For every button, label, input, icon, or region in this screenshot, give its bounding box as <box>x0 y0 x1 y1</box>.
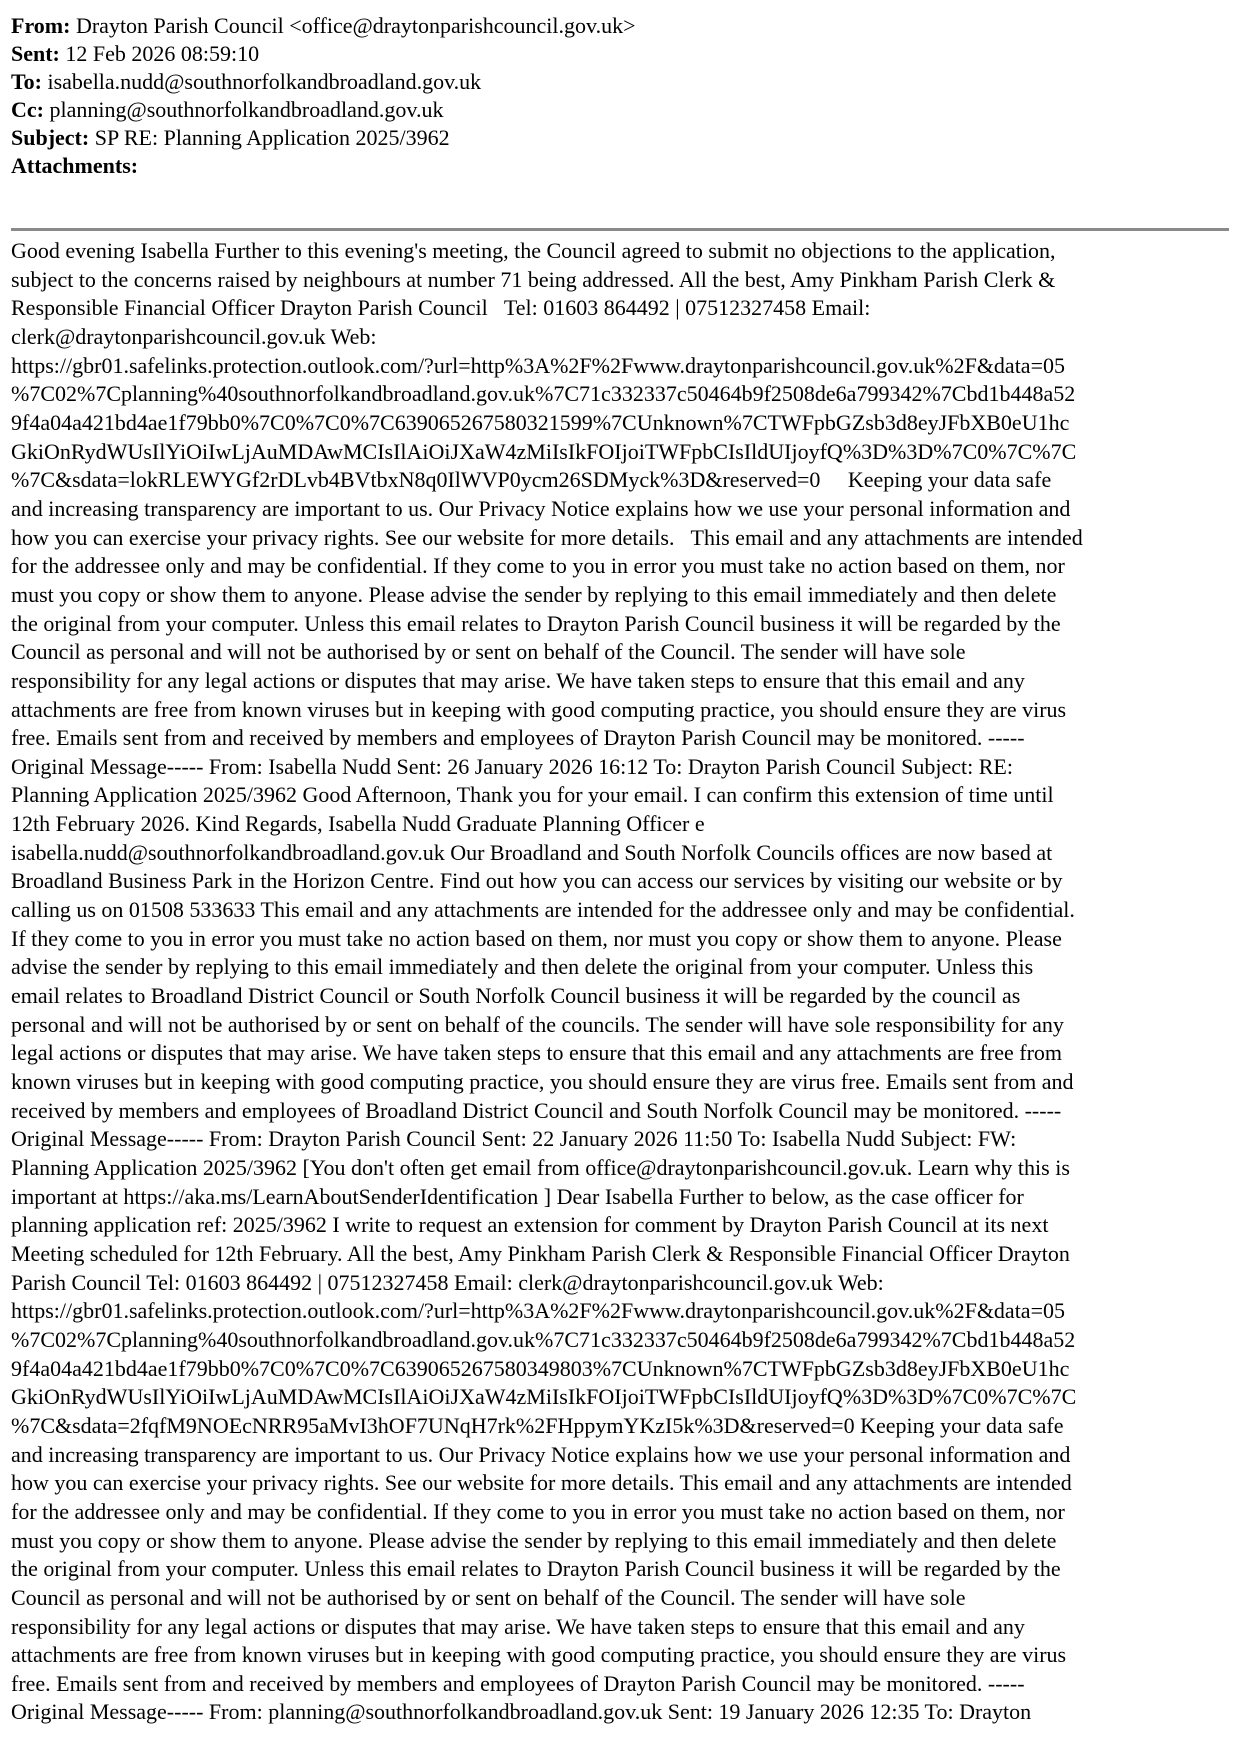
header-divider <box>11 228 1229 231</box>
subject-value: SP RE: Planning Application 2025/3962 <box>94 125 450 150</box>
from-label: From: <box>11 13 71 38</box>
subject-label: Subject: <box>11 125 90 150</box>
sent-row <box>11 40 1229 68</box>
email-document <box>11 12 1229 180</box>
cc-label: Cc: <box>11 97 44 122</box>
from-row <box>11 12 1229 40</box>
to-label: To: <box>11 69 42 94</box>
attachments-row <box>11 152 1229 180</box>
email-body: Good evening Isabella Further to this evening's meeting, the Council agreed to submit no objections to the application, subject to the concerns raised by neighbours at number 71 being addressed. All the best, Amy Pinkham Parish Clerk & Responsible Financial Officer Drayton Parish Council Tel: 01603 864492 | 07512327458 Email: clerk@draytonparishcouncil.gov.uk Web: https://gbr01.safelinks.protection.outlook.com/?url=http%3A%2F%2Fwww.draytonparishcouncil.gov.uk%2F&data=05 %7C02%7Cplanning%40southnorfolkandbroadland.gov.uk%7C71c332337c50464b9f2508de6a799342%7Cbd1b448a52 9f4a04a421bd4ae1f79bb0%7C0%7C0%7C639065267580321599%7CUnknown%7CTWFpbGZsb3d8eyJFbXB0eU1hc GkiOnRydWUsIlYiOiIwLjAuMDAwMCIsIlAiOiJXaW4zMiIsIkFOIjoiTWFpbCIsIldUIjoyfQ%3D%3D%7C0%7C%7C %7C&sdata=lokRLEWYGf2rDLvb4BVtbxN8q0IlWVP0ycm26SDMyck%3D&reserved=0 Keeping your data safe and increasing transparency are important to us. Our Privacy Notice explains how we use your personal information and how you can exercise your privacy rights. See our website for more details. This email and any attachments are intended for the addressee only and may be confidential. If they come to you in error you must take no action based on them, nor must you copy or show them to anyone. Please advise the sender by replying to this email immediately and then delete the original from your computer. Unless this email relates to Drayton Parish Council business it will be regarded by the Council as personal and will not be authorised by or sent on behalf of the Council. The sender will have sole responsibility for any legal actions or disputes that may arise. We have taken steps to ensure that this email and any attachments are free from known viruses but in keeping with good computing practice, you should ensure they are virus free. Emails sent from and received by members and employees of Drayton Parish Council may be monitored. ----- Original Message----- From: Isabella Nudd Sent: 26 January 2026 16:12 To: Drayton Parish Council Subject: RE: Planning Application 2025/3962 Good Afternoon, Thank you for your email. I can confirm this extension of time until 12th February 2026. Kind Regards, Isabella Nudd Graduate Planning Officer e isabella.nudd@southnorfolkandbroadland.gov.uk Our Broadland and South Norfolk Councils offices are now based at Broadland Business Park in the Horizon Centre. Find out how you can access our services by visiting our website or by calling us on 01508 533633 This email and any attachments are intended for the addressee only and may be confidential. If they come to you in error you must take no action based on them, nor must you copy or show them to anyone. Please advise the sender by replying to this email immediately and then delete the original from your computer. Unless this email relates to Broadland District Council or South Norfolk Council business it will be regarded by the council as personal and will not be authorised by or sent on behalf of the councils. The sender will have sole responsibility for any legal actions or disputes that may arise. We have taken steps to ensure that this email and any attachments are free from known viruses but in keeping with good computing practice, you should ensure they are virus free. Emails sent from and received by members and employees of Broadland District Council and South Norfolk Council may be monitored. ----- Original Message----- From: Drayton Parish Council Sent: 22 January 2026 11:50 To: Isabella Nudd Subject: FW: Planning Application 2025/3962 [You don't often get email from office@draytonparishcouncil.gov.uk. Learn why this is important at https://aka.ms/LearnAboutSenderIdentification ] Dear Isabella Further to below, as the case officer for planning application ref: 2025/3962 I write to request an extension for comment by Drayton Parish Council at its next Meeting scheduled for 12th February. All the best, Amy Pinkham Parish Clerk & Responsible Financial Officer Drayton Parish Council Tel: 01603 864492 | 07512327458 Email: clerk@draytonparishcouncil.gov.uk Web: https://gbr01.safelinks.protection.outlook.com/?url=http%3A%2F%2Fwww.draytonparishcouncil.gov.uk%2F&data=05 %7C02%7Cplanning%40southnorfolkandbroadland.gov.uk%7C71c332337c50464b9f2508de6a799342%7Cbd1b448a52 9f4a04a421bd4ae1f79bb0%7C0%7C0%7C639065267580349803%7CUnknown%7CTWFpbGZsb3d8eyJFbXB0eU1hc GkiOnRydWUsIlYiOiIwLjAuMDAwMCIsIlAiOiJXaW4zMiIsIkFOIjoiTWFpbCIsIldUIjoyfQ%3D%3D%7C0%7C%7C %7C&sdata=2fqfM9NOEcNRR95aMvI3hOF7UNqH7rk%2FHppymYKzI5k%3D&reserved=0 Keeping your data safe and increasing transparency are important to us. Our Privacy Notice explains how we use your personal information and how you can exercise your privacy rights. See our website for more details. This email and any attachments are intended for the addressee only and may be confidential. If they come to you in error you must take no action based on them, nor must you copy or show them to anyone. Please advise the sender by replying to this email immediately and then delete the original from your computer. Unless this email relates to Drayton Parish Council business it will be regarded by the Council as personal and will not be authorised by or sent on behalf of the Council. The sender will have sole responsibility for any legal actions or disputes that may arise. We have taken steps to ensure that this email and any attachments are free from known viruses but in keeping with good computing practice, you should ensure they are virus free. Emails sent from and received by members and employees of Drayton Parish Council may be monitored. ----- Original Message----- From: planning@southnorfolkandbroadland.gov.uk Sent: 19 January 2026 12:35 To: Drayton <box>11 238 1083 1725</box>
sent-value: 12 Feb 2026 08:59:10 <box>65 41 260 66</box>
cc-row <box>11 96 1229 124</box>
from-value: Drayton Parish Council <office@draytonparishcouncil.gov.uk> <box>75 13 636 38</box>
to-value: isabella.nudd@southnorfolkandbroadland.gov.uk <box>47 69 482 94</box>
to-row <box>11 68 1229 96</box>
sent-label: Sent: <box>11 41 60 66</box>
cc-value: planning@southnorfolkandbroadland.gov.uk <box>49 97 444 122</box>
subject-row <box>11 124 1229 152</box>
attachments-label: Attachments: <box>11 153 139 178</box>
